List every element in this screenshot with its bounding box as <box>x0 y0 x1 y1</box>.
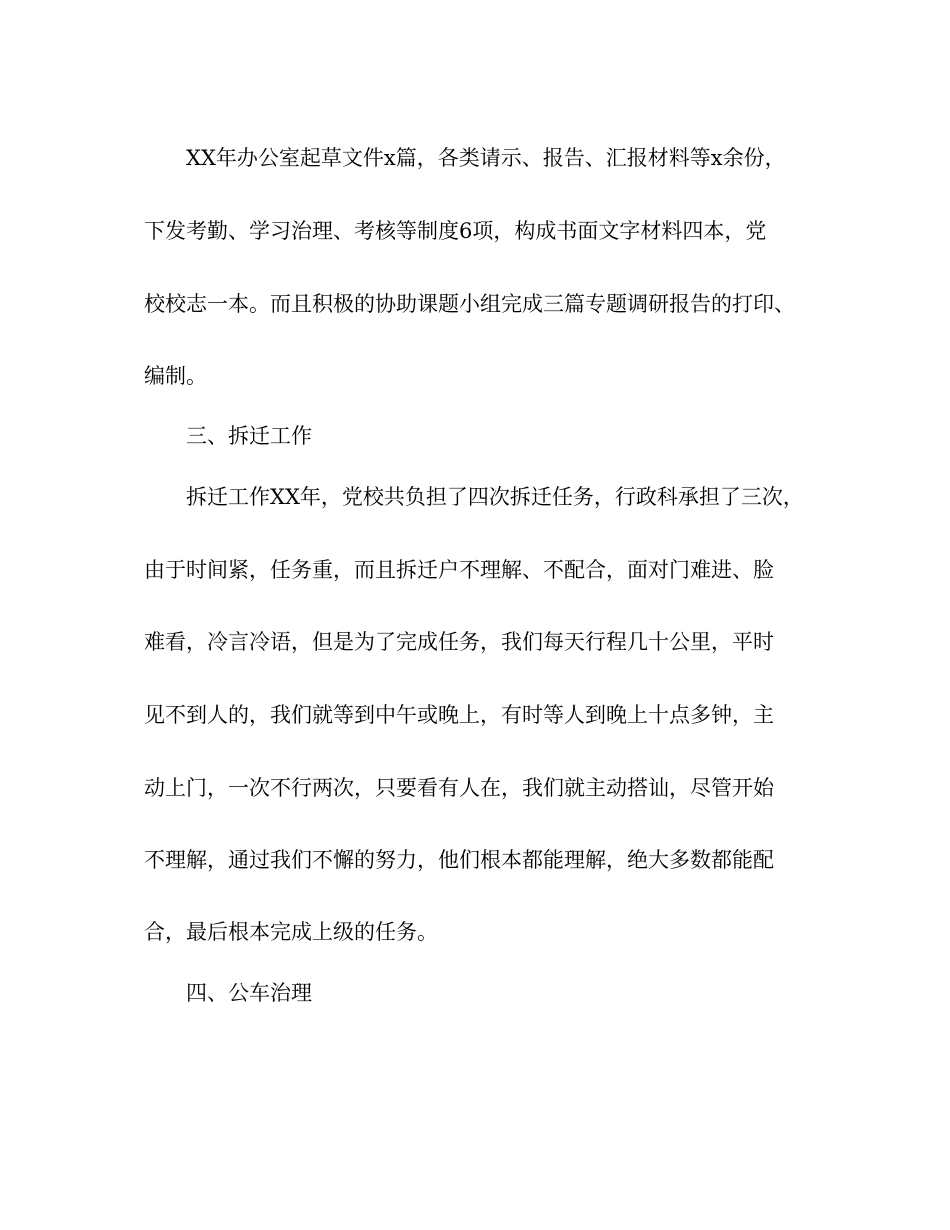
paragraph-2-line-3: 难看，冷言冷语，但是为了完成任务，我们每天行程几十公里，平时 <box>144 630 774 654</box>
paragraph-1-line-3: 校校志一本。而且积极的协助课题小组完成三篇专题调研报告的打印、 <box>144 292 795 316</box>
paragraph-2-line-2: 由于时间紧，任务重，而且拆迁户不理解、不配合，面对门难进、脸 <box>144 558 774 582</box>
paragraph-1-line-4: 编制。 <box>144 364 207 388</box>
paragraph-2-line-4: 见不到人的，我们就等到中午或晚上，有时等人到晚上十点多钟，主 <box>144 703 774 727</box>
section-heading-3: 三、拆迁工作 <box>186 424 312 448</box>
paragraph-1-line-1: XX年办公室起草文件x篇，各类请示、报告、汇报材料等x余份， <box>186 146 786 170</box>
paragraph-1-line-2: 下发考勤、学习治理、考核等制度6项，构成书面文字材料四本，党 <box>144 219 767 243</box>
paragraph-2-line-7: 合，最后根本完成上级的任务。 <box>144 920 438 944</box>
section-heading-4: 四、公车治理 <box>186 981 312 1005</box>
paragraph-2-line-6: 不理解，通过我们不懈的努力，他们根本都能理解，绝大多数都能配 <box>144 848 774 872</box>
paragraph-2-line-5: 动上门，一次不行两次，只要看有人在，我们就主动搭讪，尽管开始 <box>144 776 774 800</box>
paragraph-2-line-1: 拆迁工作XX年，党校共负担了四次拆迁任务，行政科承担了三次， <box>186 485 804 509</box>
